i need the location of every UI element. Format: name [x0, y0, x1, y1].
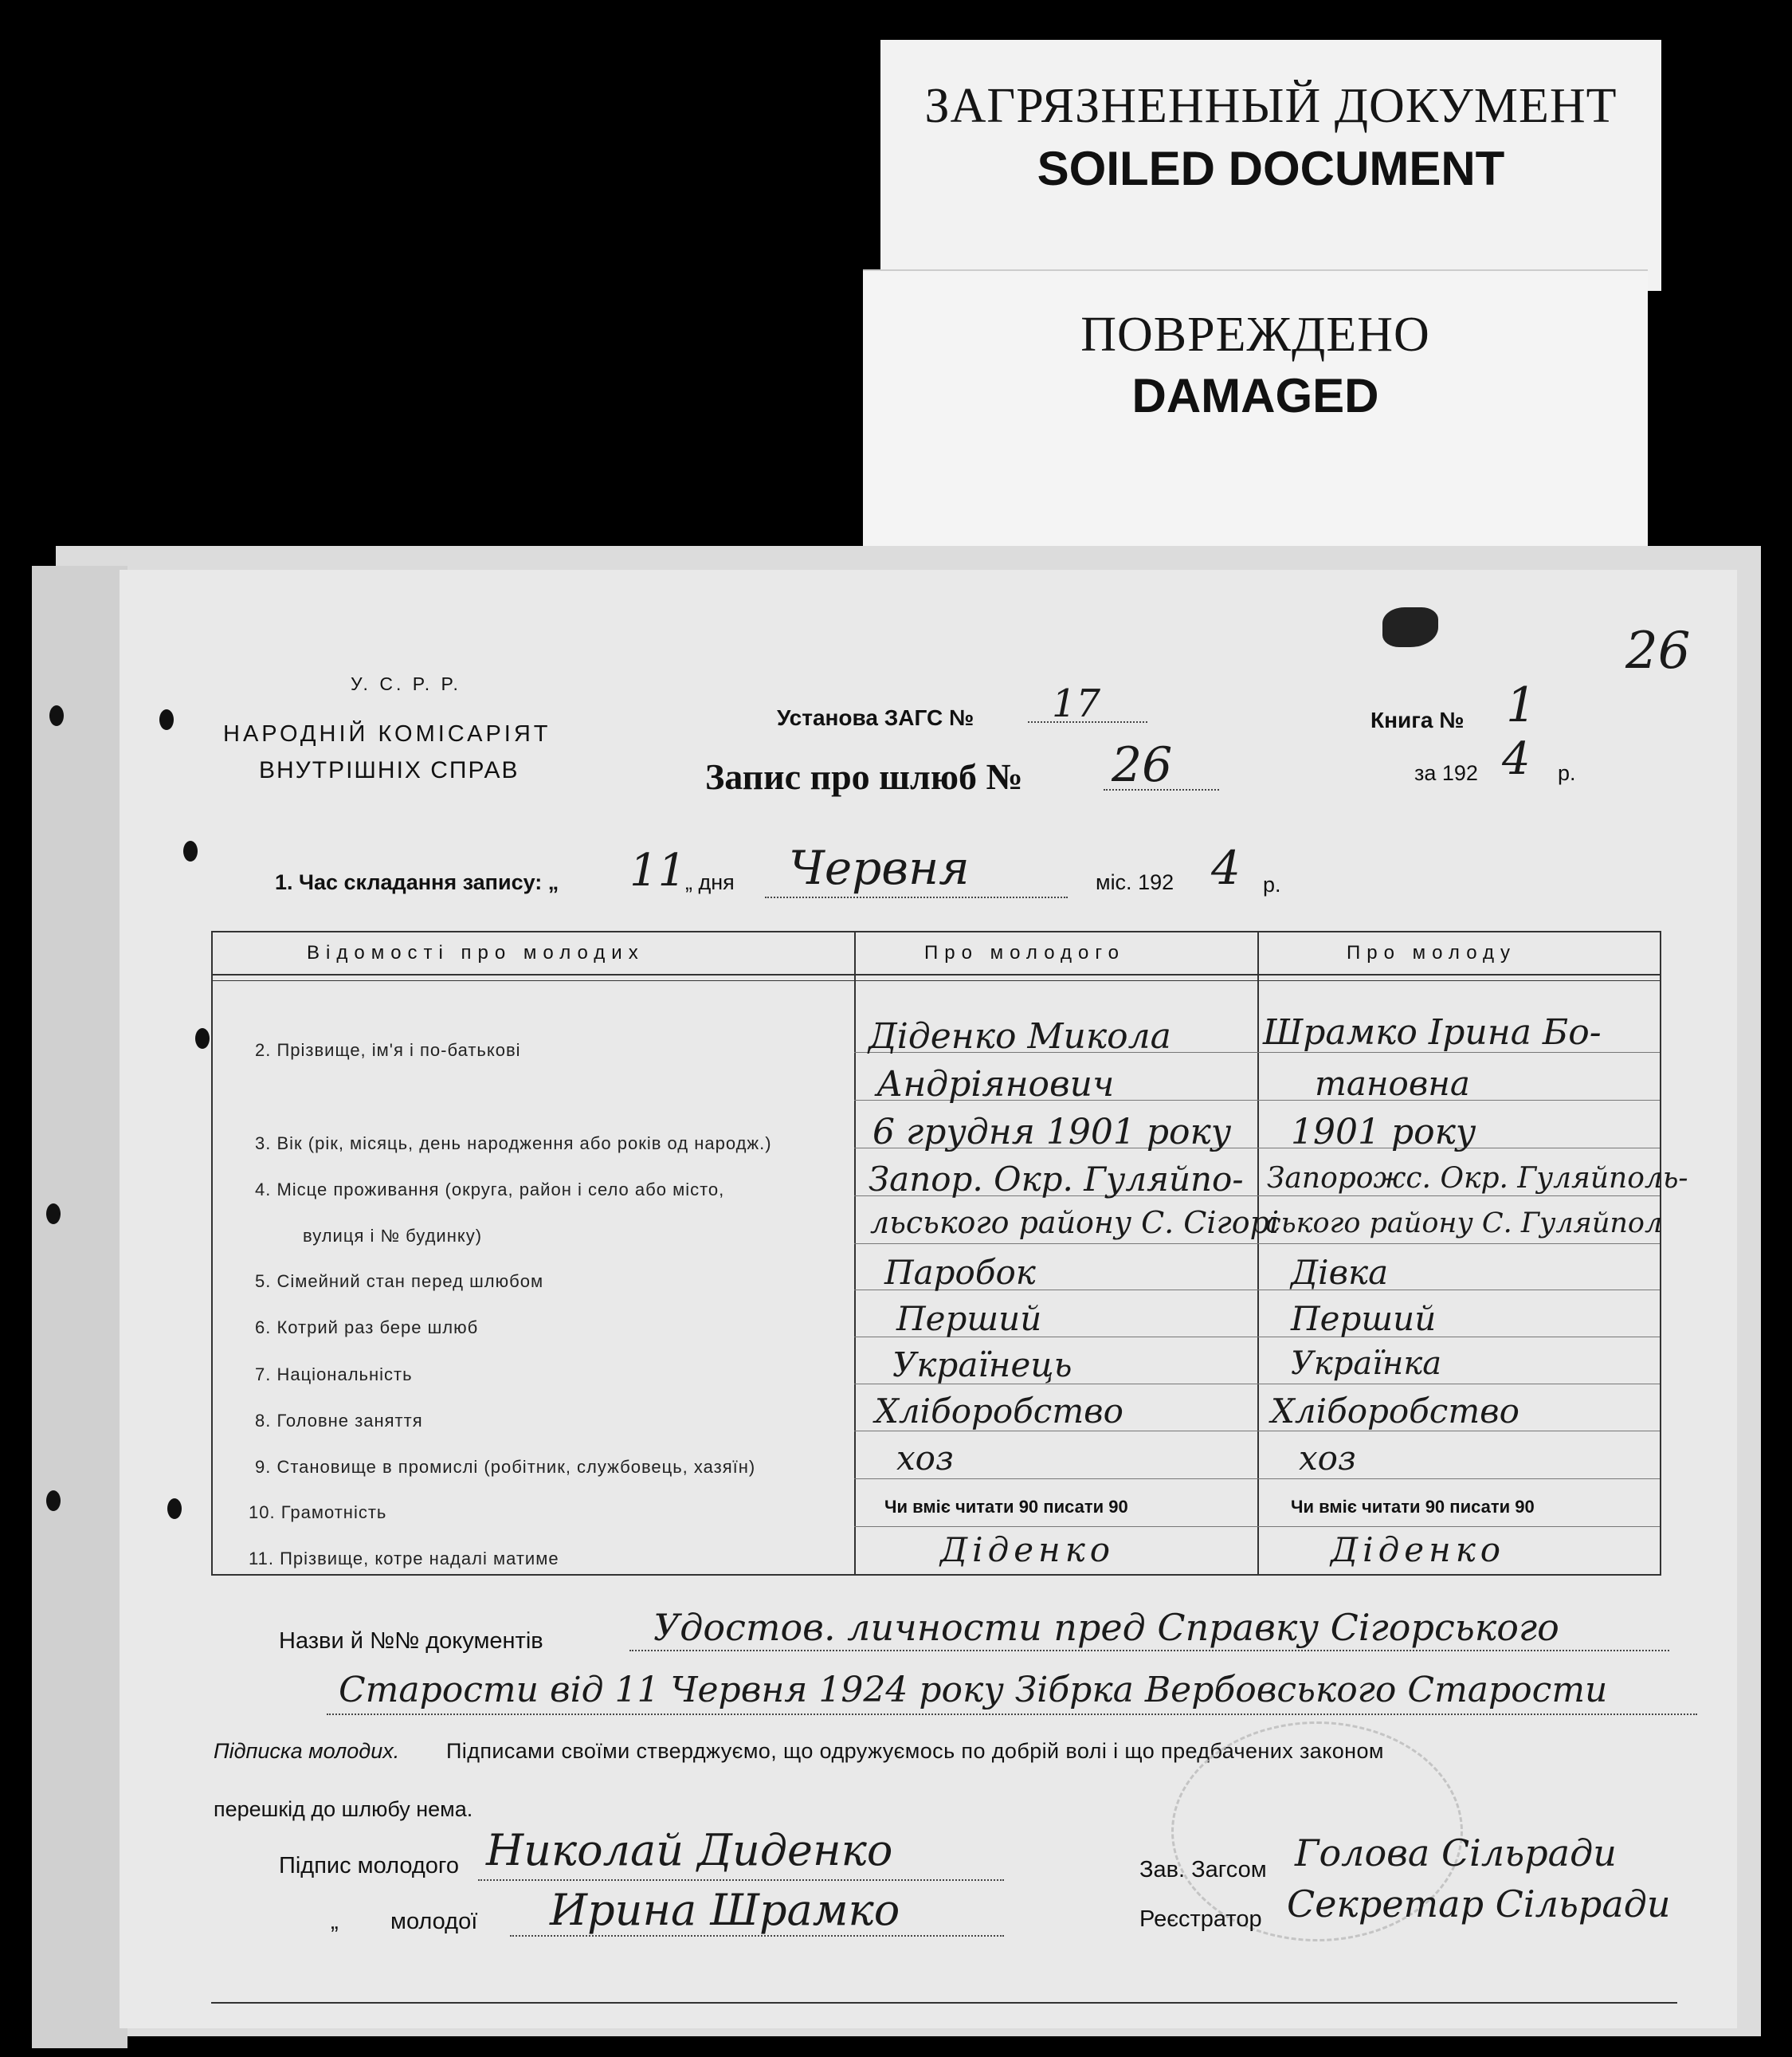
groom-position: хоз: [896, 1439, 954, 1478]
record-year-suffix: р.: [1263, 873, 1281, 897]
bride-signature: Ирина Шрамко: [550, 1885, 900, 1935]
row-label-position: 9. Становище в промислі (робітник, службовець, хазяїн): [255, 1457, 756, 1477]
header-bride: Про молоду: [1347, 942, 1517, 964]
header-info: Відомості про молодих: [307, 942, 645, 964]
row-label-future-surname: 11. Прізвище, котре надалі матиме: [249, 1549, 559, 1568]
damaged-label-ru: ПОВРЕЖДЕНО: [1080, 308, 1430, 362]
bride-signature-prefix: „: [331, 1909, 339, 1934]
groom-residence: Запор. Окр. Гуляйпо-: [869, 1160, 1244, 1199]
bride-signature-label: молодої: [390, 1909, 478, 1934]
damaged-label-en: DAMAGED: [1131, 369, 1379, 422]
punch-hole: [183, 841, 198, 862]
book-number: 1: [1506, 677, 1537, 733]
record-number: 26: [1112, 737, 1173, 793]
ink-blot: [1382, 607, 1438, 647]
bride-future-surname: Діденко: [1331, 1530, 1506, 1569]
row-line: [854, 1478, 1660, 1479]
row-label-occupation: 8. Головне заняття: [255, 1411, 423, 1431]
zags-underline: [1028, 721, 1147, 723]
groom-future-surname: Діденко: [940, 1530, 1116, 1569]
record-year-digit: 4: [1211, 841, 1241, 895]
head-signature: Голова Сільради: [1295, 1831, 1617, 1874]
month-underline: [765, 897, 1068, 898]
zags-label: Установа ЗАГС №: [777, 705, 974, 730]
table-col-divider: [1257, 931, 1259, 1574]
year-label: за 192: [1414, 761, 1478, 785]
record-month: Червня: [789, 841, 970, 895]
soiled-label-en: SOILED DOCUMENT: [1037, 142, 1505, 195]
bride-marital: Дівка: [1291, 1253, 1389, 1292]
table-col-divider: [854, 931, 856, 1574]
commissariat-line-1: НАРОДНІЙ КОМІСАРІЯТ: [223, 721, 551, 747]
record-title: Запис про шлюб №: [705, 756, 1023, 797]
table-header-border: [211, 980, 1661, 981]
bride-residence: Запорожс. Окр. Гуляйполь-: [1267, 1162, 1688, 1195]
row-label-residence: 4. Місце проживання (округа, район і село або місто,: [255, 1180, 725, 1199]
groom-signature-line: [478, 1879, 1004, 1881]
row-label-name: 2. Прізвище, ім'я і по-батькові: [255, 1040, 521, 1060]
bride-signature-line: [510, 1935, 1004, 1937]
record-time-label: 1. Час складання запису: „: [275, 870, 559, 894]
year-suffix: р.: [1558, 761, 1576, 785]
pledge-lead: Підписка молодих.: [214, 1739, 400, 1763]
pledge-text-2: перешкід до шлюбу нема.: [214, 1797, 473, 1821]
groom-patronymic: Андріянович: [876, 1064, 1115, 1105]
header-groom: Про молодого: [924, 942, 1125, 964]
record-year-label: міс. 192: [1096, 870, 1174, 894]
year-digit: 4: [1502, 733, 1531, 785]
binding-strip: [32, 566, 127, 2048]
groom-name: Діденко Микола: [869, 1016, 1171, 1057]
book-label: Книга №: [1370, 708, 1465, 732]
bride-age: 1901 року: [1291, 1112, 1476, 1152]
punch-hole: [49, 705, 64, 726]
groom-signature-label: Підпис молодого: [279, 1853, 459, 1878]
punch-hole: [167, 1498, 182, 1519]
punch-hole: [46, 1203, 61, 1224]
registrar-signature: Секретар Сільради: [1287, 1882, 1671, 1925]
row-label-age: 3. Вік (рік, місяць, день народження або років од народж.): [255, 1133, 772, 1153]
pledge-text-1: Підписами своїми стверджуємо, що одружуємось по добрій волі і що предбачених законом: [446, 1739, 1384, 1763]
documents-line-1: Удостов. личности пред Справку Сігорського: [653, 1606, 1559, 1649]
table-right-border: [1660, 931, 1661, 1574]
record-day-suffix: „ дня: [685, 870, 735, 894]
documents-underline-2: [327, 1714, 1697, 1715]
documents-line-2: Старости від 11 Червня 1924 року Зібрка Вербовського Старости: [339, 1670, 1608, 1710]
bride-occupation: Хліборобство: [1271, 1392, 1519, 1431]
documents-label: Назви й №№ документів: [279, 1628, 543, 1654]
groom-age: 6 грудня 1901 року: [872, 1112, 1232, 1152]
bride-position: хоз: [1299, 1439, 1356, 1478]
punch-hole: [195, 1028, 210, 1049]
table-top-border: [211, 931, 1661, 932]
bride-literacy: Чи вміє читати 90 писати 90: [1291, 1497, 1535, 1517]
documents-underline-1: [629, 1650, 1669, 1651]
groom-literacy: Чи вміє читати 90 писати 90: [884, 1497, 1128, 1517]
groom-nationality: Українець: [892, 1345, 1072, 1384]
head-label: Зав. Загсом: [1139, 1857, 1267, 1882]
bride-residence-2: ського району С. Гуляйпол: [1265, 1207, 1663, 1239]
groom-occupation: Хліборобство: [875, 1392, 1123, 1431]
ussr-header: У. С. Р. Р.: [351, 673, 461, 694]
soiled-document-card: [880, 40, 1661, 291]
corner-number: 26: [1625, 622, 1691, 681]
record-day: 11: [629, 845, 687, 897]
groom-marital: Паробок: [884, 1253, 1036, 1292]
punch-hole: [159, 709, 174, 730]
row-label-marriage-count: 6. Котрий раз бере шлюб: [255, 1317, 479, 1337]
groom-marriage-count: Перший: [896, 1299, 1042, 1338]
soiled-label-ru: ЗАГРЯЗНЕННЫЙ ДОКУМЕНТ: [924, 79, 1618, 133]
row-line: [854, 1243, 1660, 1244]
damaged-card: [863, 271, 1648, 548]
bride-marriage-count: Перший: [1291, 1299, 1437, 1338]
zags-number: 17: [1052, 681, 1101, 726]
row-line: [854, 1526, 1660, 1527]
table-left-border: [211, 931, 213, 1574]
row-label-literacy: 10. Грамотність: [249, 1502, 387, 1522]
bride-patronymic: тановна: [1315, 1064, 1470, 1103]
groom-signature: Николай Диденко: [486, 1825, 893, 1875]
table-bottom-border: [211, 1574, 1661, 1576]
table-header-border: [211, 974, 1661, 976]
groom-residence-2: льського району С. Сігорі: [870, 1205, 1280, 1240]
row-label-residence-2: вулиця і № будинку): [303, 1226, 483, 1246]
commissariat-line-2: ВНУТРІШНІХ СПРАВ: [259, 757, 520, 783]
punch-hole: [46, 1490, 61, 1511]
row-label-marital: 5. Сімейний стан перед шлюбом: [255, 1271, 544, 1291]
registrar-label: Реєстратор: [1139, 1906, 1262, 1932]
record-underline: [1104, 789, 1219, 791]
sheet-bottom-line: [211, 2002, 1677, 2004]
row-label-nationality: 7. Національність: [255, 1364, 413, 1384]
bride-nationality: Українка: [1291, 1345, 1442, 1382]
bride-name: Шрамко Ірина Бо-: [1263, 1012, 1602, 1053]
